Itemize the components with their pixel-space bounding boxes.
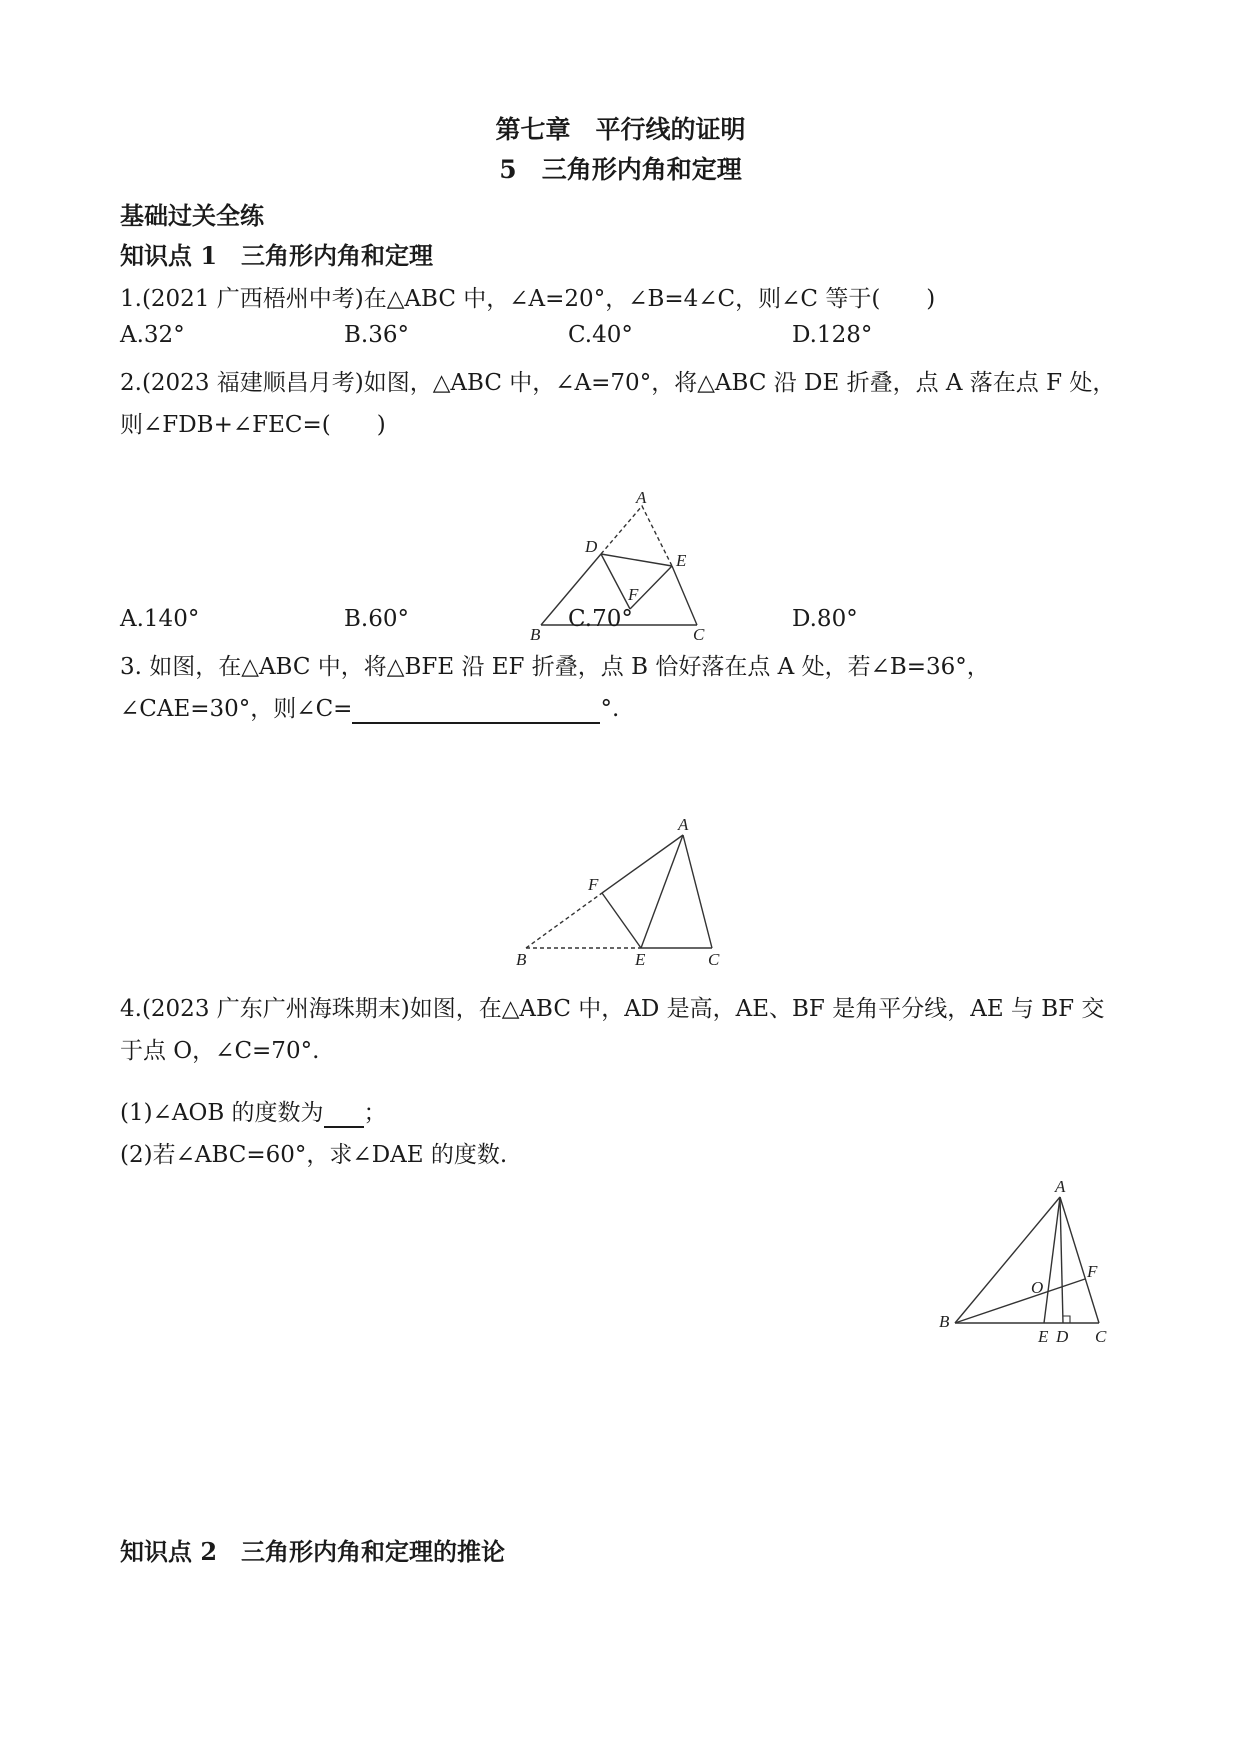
q2-line-d-a-e-dashed [601,506,672,566]
q4-bisector-ae [1044,1197,1060,1323]
q2-option-b: B.60° [344,606,409,632]
knowledge-point-1: 知识点 1 三角形内角和定理 [120,241,434,270]
q3-figure [510,815,735,970]
q3-dashed-bf [526,893,602,948]
q4-label-f: F [1087,1262,1098,1281]
q3-text-line1: 3. 如图，在△ABC 中，将△BFE 沿 EF 折叠，点 B 恰好落在点 A 处，若∠B=36°， [120,654,990,680]
q4-label-o: O [1031,1278,1044,1297]
q3-label-a: A [678,815,689,834]
q3-label-b: B [516,950,527,969]
q3-side-ac [683,835,712,948]
q3-side-fa [602,835,683,893]
q2-fold-de [601,554,672,566]
q1-text: 1.(2021 广西梧州中考)在△ABC 中，∠A=20°，∠B=4∠C，则∠C 等于( ) [120,286,936,312]
q4-text-line2: 于点 O，∠C=70°. [120,1038,320,1064]
q4-label-b: B [939,1312,950,1331]
section-heading: 基础过关全练 [120,201,264,230]
q2-label-c: C [693,625,705,644]
q2-text-line2: 则∠FDB+∠FEC=( ) [120,412,386,438]
q3-line2-suffix: °. [600,696,620,722]
q3-fold-fe [602,893,641,948]
section-title: 5 三角形内角和定理 [499,155,742,184]
q2-label-f: F [628,585,639,604]
q2-option-c: C.70° [568,606,633,632]
q4-side-ac [1060,1197,1099,1323]
q2-option-d: D.80° [792,606,858,632]
q1-option-d: D.128° [792,322,873,348]
q4-height-ad [1060,1197,1063,1323]
q4-label-c: C [1095,1327,1107,1346]
q2-side-ec [672,566,697,625]
q2-label-d: D [585,537,598,556]
q3-line2-prefix: ∠CAE=30°，则∠C= [120,696,353,722]
q3-label-e: E [635,950,646,969]
q4-answer-blank[interactable] [324,1100,364,1128]
q4-side-ab [955,1197,1060,1323]
q2-label-a: A [636,490,647,507]
q2-label-e: E [676,551,687,570]
q1-option-c: C.40° [568,322,633,348]
q3-side-ae [641,835,683,948]
q4-label-e: E [1038,1327,1049,1346]
q1-option-b: B.36° [344,322,409,348]
q3-label-c: C [708,950,720,969]
q4-label-a: A [1055,1177,1066,1196]
q2-option-a: A.140° [120,606,200,632]
q2-fold-df [601,554,630,609]
q1-option-a: A.32° [120,322,185,348]
q4-part1-suffix: ； [363,1100,387,1126]
q4-figure [935,1175,1135,1355]
knowledge-point-2: 知识点 2 三角形内角和定理的推论 [120,1537,506,1566]
q4-label-d: D [1056,1327,1069,1346]
q4-text-line1: 4.(2023 广东广州海珠期末)如图，在△ABC 中，AD 是高，AE、BF 是角平分线，AE 与 BF 交 [120,996,1105,1022]
q2-text-line1: 2.(2023 福建顺昌月考)如图，△ABC 中，∠A=70°，将△ABC 沿 DE 折叠，点 A 落在点 F 处， [120,370,1116,396]
q3-text-line2 [120,690,619,724]
q4-part2: (2)若∠ABC=60°，求∠DAE 的度数. [120,1142,508,1168]
q3-answer-blank[interactable] [352,696,600,724]
q2-label-b: B [530,625,541,644]
chapter-title: 第七章 平行线的证明 [495,115,746,144]
q3-label-f: F [588,875,599,894]
q4-part1-prefix: (1)∠AOB 的度数为 [120,1100,324,1126]
q4-part1 [120,1094,387,1128]
q4-right-angle-mark [1063,1316,1070,1323]
